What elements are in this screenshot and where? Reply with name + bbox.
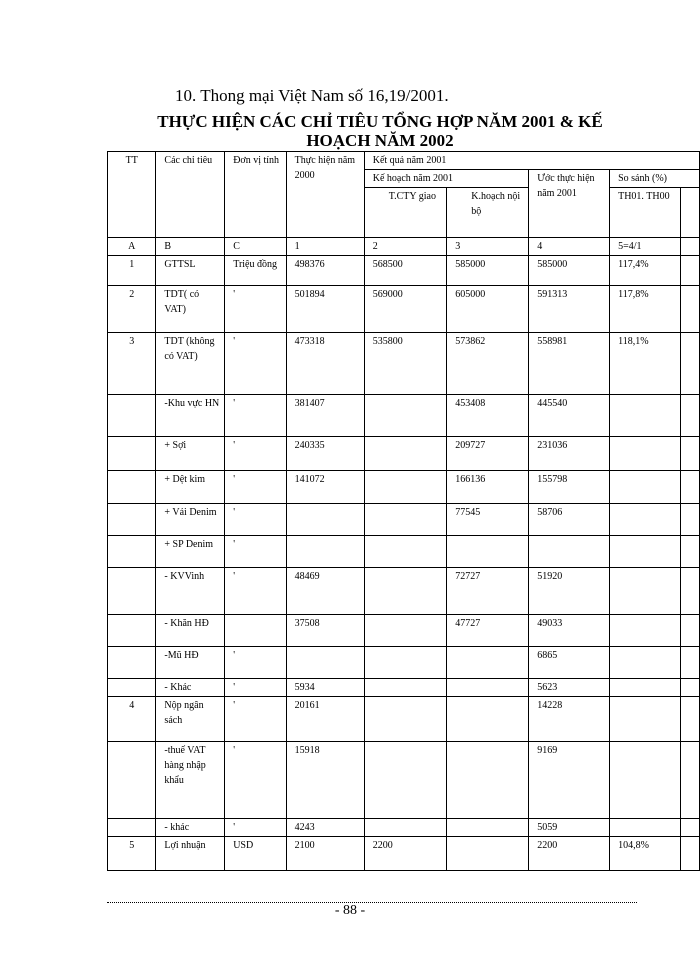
table-row	[108, 679, 700, 697]
index-cell: 1	[286, 238, 364, 256]
indicator-name: TDT( có VAT)	[156, 286, 225, 333]
compare-cell	[610, 536, 681, 568]
unit-cell: '	[225, 536, 286, 568]
indicator-name: TDT (không có VAT)	[156, 333, 225, 395]
compare-cell: 117,4%	[610, 256, 681, 286]
internal-plan-cell: 605000	[447, 286, 529, 333]
compare-cell	[610, 568, 681, 615]
index-row	[108, 238, 700, 256]
actual-2000-cell	[286, 647, 364, 679]
compare-cell	[610, 437, 681, 471]
internal-plan-cell: 209727	[447, 437, 529, 471]
table-row	[108, 395, 700, 437]
table-row	[108, 615, 700, 647]
header-category: Các chỉ tiêu	[156, 152, 225, 238]
indicator-name: -thuế VAT hàng nhập khẩu	[156, 742, 225, 819]
compare-cell	[610, 819, 681, 837]
compare-cell	[610, 504, 681, 536]
internal-plan-cell: 453408	[447, 395, 529, 437]
estimate-2001-cell: 558981	[529, 333, 610, 395]
header-estimate-2001: Ước thực hiện năm 2001	[529, 170, 610, 238]
table-row	[108, 471, 700, 504]
internal-plan-cell	[447, 697, 529, 742]
internal-plan-cell: 72727	[447, 568, 529, 615]
actual-2000-cell: 381407	[286, 395, 364, 437]
unit-cell: '	[225, 437, 286, 471]
index-cell: A	[108, 238, 156, 256]
indicator-name: GTTSL	[156, 256, 225, 286]
unit-cell: '	[225, 286, 286, 333]
unit-cell: Triệu đồng	[225, 256, 286, 286]
compare-cell: 117,8%	[610, 286, 681, 333]
estimate-2001-cell: 591313	[529, 286, 610, 333]
row-number	[108, 568, 156, 615]
header-unit: Đơn vị tính	[225, 152, 286, 238]
tcty-plan-cell	[364, 568, 447, 615]
internal-plan-cell	[447, 819, 529, 837]
index-cell: 4	[529, 238, 610, 256]
row-number	[108, 742, 156, 819]
unit-cell: '	[225, 395, 286, 437]
estimate-2001-cell: 231036	[529, 437, 610, 471]
estimate-2001-cell: 585000	[529, 256, 610, 286]
indicator-name: Nộp ngân sách	[156, 697, 225, 742]
indicator-name: + Vải Denim	[156, 504, 225, 536]
internal-plan-cell	[447, 837, 529, 871]
tcty-plan-cell: 569000	[364, 286, 447, 333]
row-number	[108, 504, 156, 536]
estimate-2001-cell: 2200	[529, 837, 610, 871]
unit-cell: '	[225, 679, 286, 697]
tcty-plan-cell	[364, 437, 447, 471]
indicator-name: -Mũ HĐ	[156, 647, 225, 679]
row-number	[108, 471, 156, 504]
tcty-plan-cell	[364, 615, 447, 647]
reference-line: 10. Thong mại Việt Nam số 16,19/2001.	[175, 86, 449, 105]
indicator-name: - KVVinh	[156, 568, 225, 615]
row-number: 4	[108, 697, 156, 742]
estimate-2001-cell: 445540	[529, 395, 610, 437]
header-plan-2001: Kế hoạch năm 2001	[364, 170, 528, 188]
index-cell: 2	[364, 238, 447, 256]
unit-cell: '	[225, 742, 286, 819]
actual-2000-cell: 15918	[286, 742, 364, 819]
unit-cell: '	[225, 647, 286, 679]
row-number: 5	[108, 837, 156, 871]
compare-cell: 118,1%	[610, 333, 681, 395]
indicator-name: - khác	[156, 819, 225, 837]
compare-cell	[610, 395, 681, 437]
actual-2000-cell: 37508	[286, 615, 364, 647]
unit-cell: '	[225, 568, 286, 615]
page-number: - 88 -	[334, 903, 366, 918]
header-th01-th00: TH01. TH00	[610, 188, 681, 238]
header-tt: TT	[108, 152, 156, 238]
unit-cell: '	[225, 504, 286, 536]
tcty-plan-cell	[364, 536, 447, 568]
tcty-plan-cell: 2200	[364, 837, 447, 871]
index-cell: 3	[447, 238, 529, 256]
estimate-2001-cell: 6865	[529, 647, 610, 679]
table-row	[108, 437, 700, 471]
row-number	[108, 395, 156, 437]
internal-plan-cell: 585000	[447, 256, 529, 286]
tcty-plan-cell	[364, 471, 447, 504]
compare-cell	[610, 647, 681, 679]
actual-2000-cell: 498376	[286, 256, 364, 286]
unit-cell: USD	[225, 837, 286, 871]
table-row	[108, 647, 700, 679]
header-row-1	[108, 152, 700, 170]
actual-2000-cell: 240335	[286, 437, 364, 471]
compare-cell	[610, 697, 681, 742]
indicator-name: Lợi nhuận	[156, 837, 225, 871]
internal-plan-cell	[447, 647, 529, 679]
indicator-name: - Khăn HĐ	[156, 615, 225, 647]
header-actual-2000: Thực hiện năm 2000	[286, 152, 364, 238]
indicator-name: + SP Denim	[156, 536, 225, 568]
table-row	[108, 742, 700, 819]
unit-cell	[225, 615, 286, 647]
table-row	[108, 819, 700, 837]
row-number	[108, 819, 156, 837]
actual-2000-cell: 20161	[286, 697, 364, 742]
table-row	[108, 697, 700, 742]
index-cell: B	[156, 238, 225, 256]
table-row	[108, 256, 700, 286]
estimate-2001-cell: 155798	[529, 471, 610, 504]
row-number	[108, 647, 156, 679]
estimate-2001-cell: 49033	[529, 615, 610, 647]
estimate-2001-cell	[529, 536, 610, 568]
tcty-plan-cell	[364, 679, 447, 697]
table-row	[108, 286, 700, 333]
row-number	[108, 536, 156, 568]
estimate-2001-cell: 51920	[529, 568, 610, 615]
row-number	[108, 615, 156, 647]
table-row	[108, 504, 700, 536]
compare-cell: 104,8%	[610, 837, 681, 871]
indicator-name: -Khu vực HN	[156, 395, 225, 437]
internal-plan-cell: 166136	[447, 471, 529, 504]
tcty-plan-cell	[364, 742, 447, 819]
summary-table	[107, 151, 700, 871]
estimate-2001-cell: 14228	[529, 697, 610, 742]
indicator-name: + Dệt kim	[156, 471, 225, 504]
tcty-plan-cell: 535800	[364, 333, 447, 395]
internal-plan-cell	[447, 536, 529, 568]
table-row	[108, 536, 700, 568]
row-number	[108, 679, 156, 697]
header-internal-plan: K.hoạch nội bộ	[447, 188, 529, 238]
row-number: 2	[108, 286, 156, 333]
actual-2000-cell: 4243	[286, 819, 364, 837]
row-number	[108, 437, 156, 471]
actual-2000-cell	[286, 536, 364, 568]
header-tcty: T.CTY giao	[364, 188, 447, 238]
compare-cell	[610, 742, 681, 819]
table-row	[108, 837, 700, 871]
row-number: 1	[108, 256, 156, 286]
internal-plan-cell: 47727	[447, 615, 529, 647]
unit-cell: '	[225, 697, 286, 742]
actual-2000-cell: 473318	[286, 333, 364, 395]
estimate-2001-cell: 58706	[529, 504, 610, 536]
actual-2000-cell: 141072	[286, 471, 364, 504]
index-cell: C	[225, 238, 286, 256]
actual-2000-cell: 5934	[286, 679, 364, 697]
actual-2000-cell	[286, 504, 364, 536]
estimate-2001-cell: 5623	[529, 679, 610, 697]
compare-cell	[610, 471, 681, 504]
unit-cell: '	[225, 333, 286, 395]
indicator-name: + Sợi	[156, 437, 225, 471]
table-row	[108, 333, 700, 395]
compare-cell	[610, 679, 681, 697]
tcty-plan-cell	[364, 647, 447, 679]
actual-2000-cell: 48469	[286, 568, 364, 615]
title-line-1: THỰC HIỆN CÁC CHỈ TIÊU TỔNG HỢP NĂM 2001 & KẾ	[157, 112, 603, 131]
tcty-plan-cell: 568500	[364, 256, 447, 286]
unit-cell: '	[225, 819, 286, 837]
page-title	[140, 112, 620, 150]
estimate-2001-cell: 9169	[529, 742, 610, 819]
index-cell: 5=4/1	[610, 238, 681, 256]
estimate-2001-cell: 5059	[529, 819, 610, 837]
actual-2000-cell: 501894	[286, 286, 364, 333]
header-result-2001: Kết quả năm 2001	[364, 152, 699, 170]
title-line-2: HOẠCH NĂM 2002	[306, 131, 454, 150]
internal-plan-cell: 573862	[447, 333, 529, 395]
tcty-plan-cell	[364, 819, 447, 837]
row-number: 3	[108, 333, 156, 395]
tcty-plan-cell	[364, 504, 447, 536]
tcty-plan-cell	[364, 395, 447, 437]
internal-plan-cell	[447, 679, 529, 697]
compare-cell	[610, 615, 681, 647]
table-row	[108, 568, 700, 615]
actual-2000-cell: 2100	[286, 837, 364, 871]
tcty-plan-cell	[364, 697, 447, 742]
header-compare: So sánh (%)	[610, 170, 700, 188]
internal-plan-cell	[447, 742, 529, 819]
indicator-name: - Khác	[156, 679, 225, 697]
unit-cell: '	[225, 471, 286, 504]
internal-plan-cell: 77545	[447, 504, 529, 536]
